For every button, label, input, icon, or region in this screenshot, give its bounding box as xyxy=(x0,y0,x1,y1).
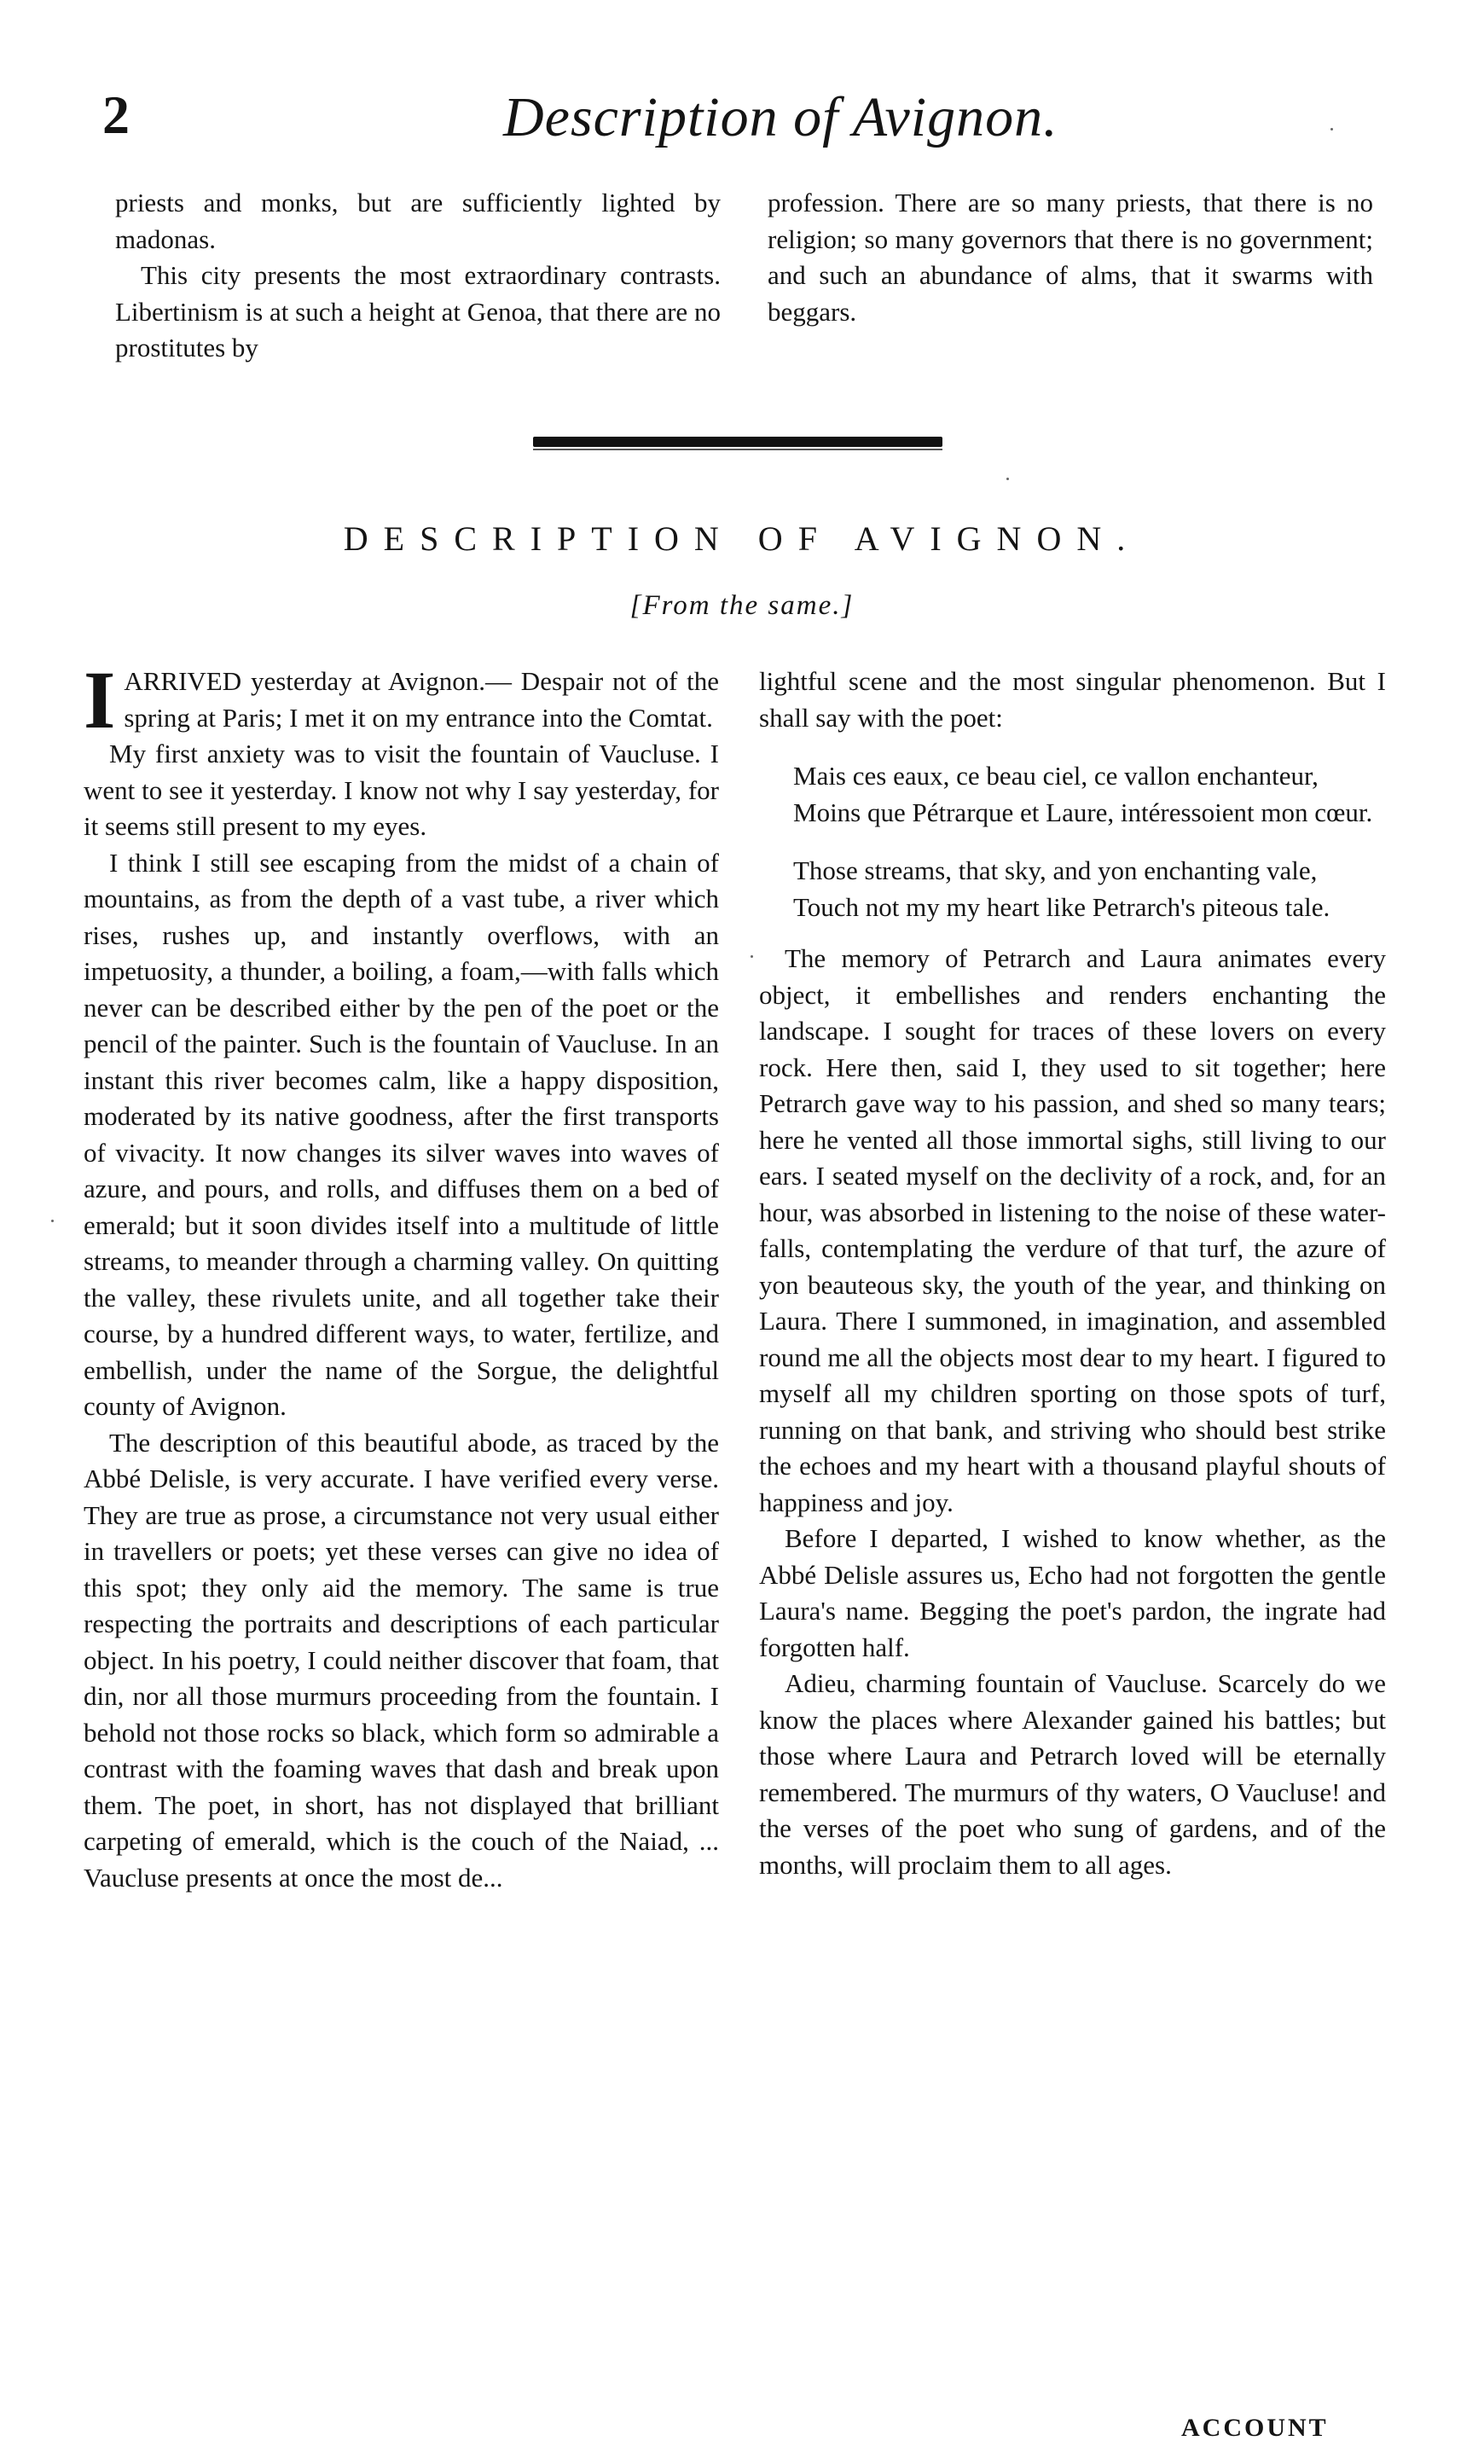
verse-line: Those streams, that sky, and yon enchanting vale, xyxy=(793,855,1318,885)
scan-speck xyxy=(751,955,753,958)
catchword: ACCOUNT xyxy=(1181,2414,1329,2442)
english-verse xyxy=(793,853,1386,925)
verse-line: Touch not my my heart like Petrarch's piteous tale. xyxy=(793,891,1330,922)
page-number: 2 xyxy=(102,84,130,145)
paragraph: The memory of Petrarch and Laura animates every object, it embellishes and renders enchanting the landscape. I sought for traces of these lovers on every rock. Here then, said I, they used to sit together; here Petrarch gave way to his passion, and shed so many tears; here he vented all those immortal sighs, still living to our ears. I seated myself on the declivity of a rock, and, for an hour, was absorbed in listening to the noise of these water-falls, contemplating the verdure of that turf, the azure of yon beauteous sky, the youth of the year, and thinking on Laura. There I summoned, in imagination, and assembled round me all the objects most dear to my heart. I figured to myself all my children sporting on those spots of turf, running on that bank, and striving who should best strike the echoes and my heart with a thousand playful shouts of happiness and joy. xyxy=(759,943,1386,1517)
french-verse xyxy=(793,758,1386,831)
verse-line: Mais ces eaux, ce beau ciel, ce vallon enchanteur, xyxy=(793,761,1319,791)
scan-speck xyxy=(1006,478,1009,480)
paragraph: profession. There are so many priests, that there is no religion; so many governors that there is no government; and such an abundance of alms, that it swarms with beggars. xyxy=(768,188,1373,327)
scan-speck xyxy=(51,1220,54,1222)
verse-line: Moins que Pétrarque et Laure, intéressoient mon cœur. xyxy=(793,797,1373,827)
opening-text: ARRIVED yesterday at Avignon.— Despair not of the spring at Paris; I met it on my entrance into the Comtat. xyxy=(124,666,719,733)
section-divider xyxy=(533,437,942,447)
paragraph: Adieu, charming fountain of Vaucluse. Scarcely do we know the places where Alexander gained his battles; but those where Laura and Petrarch loved will be eternally remembered. The murmurs of thy waters, O Vaucluse! and the verses of the poet who sung of gardens, and of the months, will proclaim them to all ages. xyxy=(759,1668,1386,1880)
continued-paragraph: lightful scene and the most singular phenomenon. But I shall say with the poet: xyxy=(759,666,1386,733)
opening-paragraph xyxy=(84,654,719,745)
article-title: DESCRIPTION OF AVIGNON. xyxy=(343,519,1141,558)
paragraph: Before I departed, I wished to know whether, as the Abbé Delisle assures us, Echo had not forgotten the gentle Laura's name. Begging the poet's pardon, the ingrate had forgotten half. xyxy=(759,1523,1386,1662)
paragraph: My first anxiety was to visit the fountain of Vaucluse. I went to see it yesterday. I know not why I say yesterday, for it seems still present to my eyes. xyxy=(84,739,719,841)
running-head xyxy=(102,84,1399,160)
paragraph: This city presents the most extraordinary contrasts. Libertinism is at such a height at Genoa, that there are no prostitutes by xyxy=(115,260,721,362)
previous-article-right-column xyxy=(768,185,1373,330)
article-source: [From the same.] xyxy=(629,590,855,621)
article-right-column xyxy=(759,664,1386,1883)
paragraph: The description of this beautiful abode, as traced by the Abbé Delisle, is very accurate. I have verified every verse. They are true as prose, a circumstance not very usual either in travellers or poets; yet these verses can give no idea of this spot; they only aid the memory. The same is true respecting the portraits and descriptions of each particular object. In his poetry, I could neither discover that foam, that din, nor all those murmurs proceeding from the fountain. I behold not those rocks so black, which form so admirable a contrast with the foaming waves that dash and break upon them. The poet, in short, has not displayed that brilliant carpeting of emerald, which is the couch of the Naiad, ... Vaucluse presents at once the most de... xyxy=(84,1427,719,1893)
drop-cap: I xyxy=(84,654,116,745)
article-left-column xyxy=(84,654,719,1896)
running-title: Description of Avignon. xyxy=(503,86,1058,148)
scan-speck xyxy=(1330,128,1333,130)
paragraph: priests and monks, but are sufficiently lighted by madonas. xyxy=(115,188,721,254)
paragraph: I think I still see escaping from the midst of a chain of mountains, as from the depth of a vast tube, a river which rises, rushes up, and instantly overflows, with an impetuosity, a thunder, a boiling, a foam,—with falls which never can be described either by the pen of the poet or the pencil of the painter. Such is the fountain of Vaucluse. In an instant this river becomes calm, like a happy disposition, moderated by its native goodness, after the first transports of vivacity. It now changes its silver waves into waves of azure, and pours, and rolls, and diffuses them on a bed of emerald; but it soon divides itself into a multitude of little streams, to meander through a charming valley. On quitting the valley, these rivulets unite, and all together take their course, by a hundred different ways, to water, fertilize, and embellish, under the name of the Sorgue, the delightful county of Avignon. xyxy=(84,847,719,1421)
section-divider-underline xyxy=(533,449,942,450)
previous-article-left-column xyxy=(115,185,721,367)
